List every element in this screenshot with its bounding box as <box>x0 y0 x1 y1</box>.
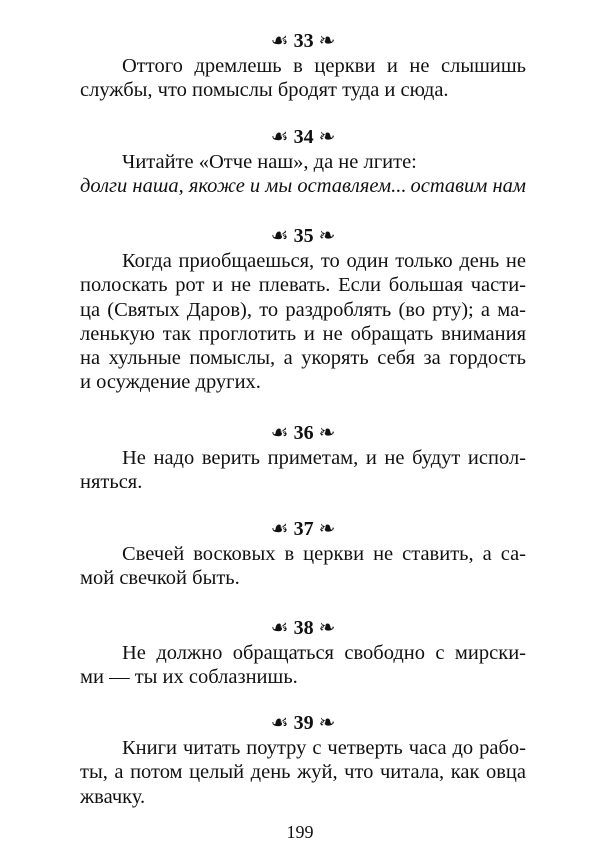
section-34 <box>80 124 526 199</box>
text-line: службы, что помыслы бродят туда и сюда. <box>80 79 449 102</box>
fleuron-right-icon: ❧ <box>318 30 336 52</box>
section-36 <box>80 420 526 495</box>
text-line: Свечей восковых в церкви не ставить, а са- <box>122 543 526 565</box>
section-heading <box>80 28 526 54</box>
fleuron-left-icon: ☙ <box>270 126 289 148</box>
section-heading <box>80 516 526 542</box>
text-line: ленькую так проглотить и не обращать внимания <box>80 322 526 345</box>
fleuron-left-icon: ☙ <box>270 617 289 639</box>
fleuron-right-icon: ❧ <box>318 518 336 540</box>
fleuron-right-icon: ❧ <box>318 712 336 734</box>
fleuron-left-icon: ☙ <box>270 712 289 734</box>
section-number: 35 <box>293 225 314 247</box>
section-heading <box>80 710 526 736</box>
fleuron-left-icon: ☙ <box>270 518 289 540</box>
text-line: Не надо верить приметам, и не будут испол- <box>122 447 526 469</box>
section-number: 34 <box>293 126 314 148</box>
text-line: ты, а потом целый день жуй, что читала, как овца <box>80 761 526 784</box>
fleuron-right-icon: ❧ <box>318 225 336 247</box>
section-heading <box>80 615 526 641</box>
section-heading <box>80 124 526 150</box>
section-number: 36 <box>293 422 314 444</box>
text-line: полоскать рот и не плевать. Если большая части- <box>80 274 526 297</box>
text-line: и осуждение других. <box>80 371 261 394</box>
text-line: ми — ты их соблазнишь. <box>80 666 298 689</box>
section-heading <box>80 420 526 446</box>
section-33 <box>80 28 526 103</box>
section-35 <box>80 223 526 395</box>
fleuron-right-icon: ❧ <box>318 617 336 639</box>
page-number: 199 <box>286 822 314 842</box>
text-line: на хульные помыслы, а укорять себя за гордость <box>80 347 526 370</box>
text-span: Читайте «Отче наш», да не лгите: <box>122 151 417 173</box>
text-line: Когда приобщаешься, то один только день не <box>122 250 526 272</box>
section-number: 33 <box>293 30 314 52</box>
section-38 <box>80 615 526 690</box>
text-line: няться. <box>80 471 143 494</box>
fleuron-right-icon: ❧ <box>318 422 336 444</box>
italic-quote: оставим нам <box>410 175 526 198</box>
text-line: Не должно обращаться свободно с мирски- <box>122 642 526 664</box>
section-number: 39 <box>293 712 314 734</box>
text-line: ца (Святых Даров), то раздроблять (во рту); а ма- <box>80 298 526 321</box>
section-number: 38 <box>293 617 314 639</box>
fleuron-left-icon: ☙ <box>270 225 289 247</box>
section-39 <box>80 710 526 809</box>
text-line: Оттого дремлешь в церкви и не слышишь <box>122 55 526 77</box>
text-line: Книги читать поутру с четверть часа до рабо- <box>122 737 526 759</box>
fleuron-left-icon: ☙ <box>270 30 289 52</box>
text-line: мой свечкой быть. <box>80 567 240 590</box>
text-line: жвачку. <box>80 785 146 808</box>
section-heading <box>80 223 526 249</box>
fleuron-right-icon: ❧ <box>318 126 336 148</box>
section-number: 37 <box>293 518 314 540</box>
italic-quote: долги наша, якоже и мы оставляем... <box>80 175 407 198</box>
fleuron-left-icon: ☙ <box>270 422 289 444</box>
section-37 <box>80 516 526 591</box>
